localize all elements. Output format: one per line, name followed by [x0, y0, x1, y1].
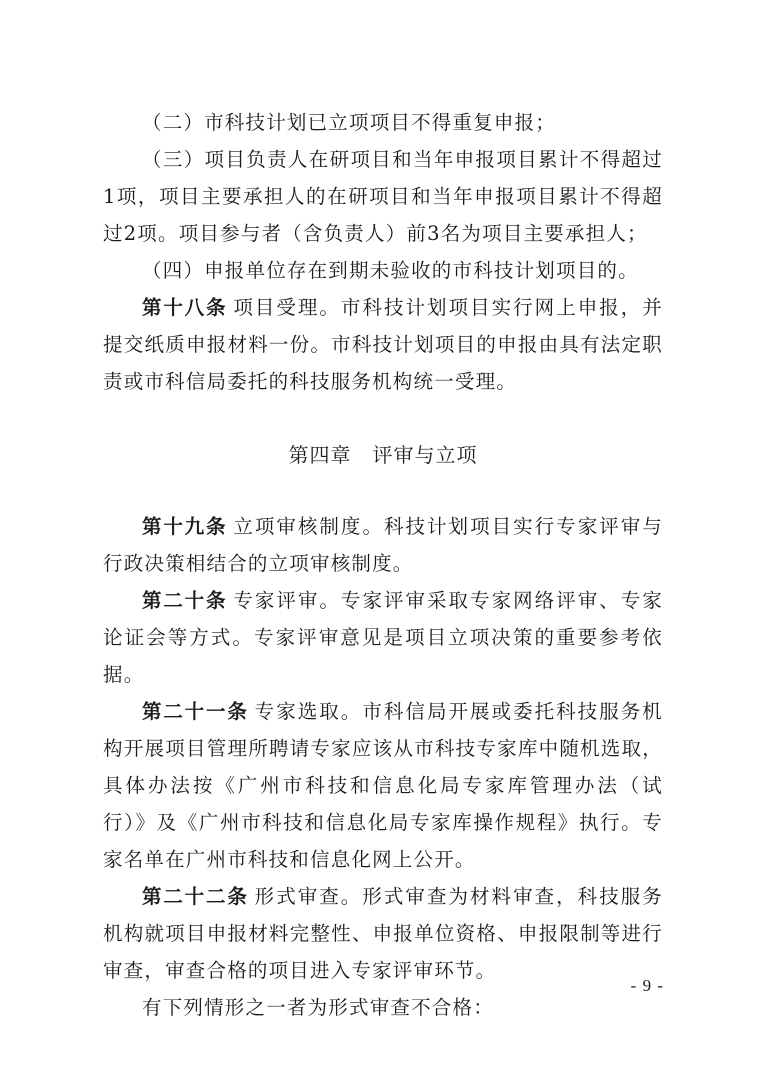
paragraph-text: （三）项目负责人在研项目和当年申报项目累计不得超过1项，项目主要承担人的在研项目和当年申报项目累计不得超过2项。项目参与者（含负责人）前3名为项目主要承担人；: [103, 148, 663, 245]
article-number: 第二十一条: [142, 700, 249, 723]
article-18: [103, 289, 663, 400]
article-19: [103, 508, 663, 582]
paragraph-failing-conditions: [103, 989, 663, 1026]
article-text: 形式审查。形式审查为材料审查，科技服务机构就项目申报材料完整性、申报单位资格、申报限制等进行审查，审查合格的项目进入专家评审环节。: [103, 885, 663, 982]
paragraph-text: （四）申报单位存在到期未验收的市科技计划项目的。: [142, 259, 639, 282]
paragraph-text: （二）市科技计划已立项项目不得重复申报；: [142, 111, 557, 134]
article-20: [103, 582, 663, 693]
article-number: 第二十二条: [142, 885, 249, 908]
article-text: 立项审核制度。科技计划项目实行专家评审与行政决策相结合的立项审核制度。: [103, 515, 663, 575]
paragraph-item-4: [103, 252, 663, 289]
article-number: 第二十条: [142, 589, 228, 612]
article-text: 项目受理。市科技计划项目实行网上申报，并提交纸质申报材料一份。市科技计划项目的申报由具有法定职责或市科信局委托的科技服务机构统一受理。: [103, 296, 663, 393]
paragraph-item-2: [103, 104, 663, 141]
chapter-heading: 第四章 评审与立项: [288, 443, 478, 467]
article-text: 专家评审。专家评审采取专家网络评审、专家论证会等方式。专家评审意见是项目立项决策的重要参考依据。: [103, 589, 663, 686]
page-number: - 9 -: [630, 976, 664, 995]
paragraph-text: 有下列情形之一者为形式审查不合格：: [142, 996, 494, 1019]
document-body: [103, 104, 663, 1026]
article-number: 第十八条: [142, 296, 228, 319]
article-21: [103, 693, 663, 878]
article-number: 第十九条: [142, 515, 228, 538]
paragraph-item-3: [103, 141, 663, 252]
article-22: [103, 878, 663, 989]
article-text: 专家选取。市科信局开展或委托科技服务机构开展项目管理所聘请专家应该从市科技专家库中随机选取，具体办法按《广州市科技和信息化局专家库管理办法（试行）》及《广州市科技和信息化局专家库操作规程》执行。专家名单在广州市科技和信息化网上公开。: [103, 700, 663, 871]
